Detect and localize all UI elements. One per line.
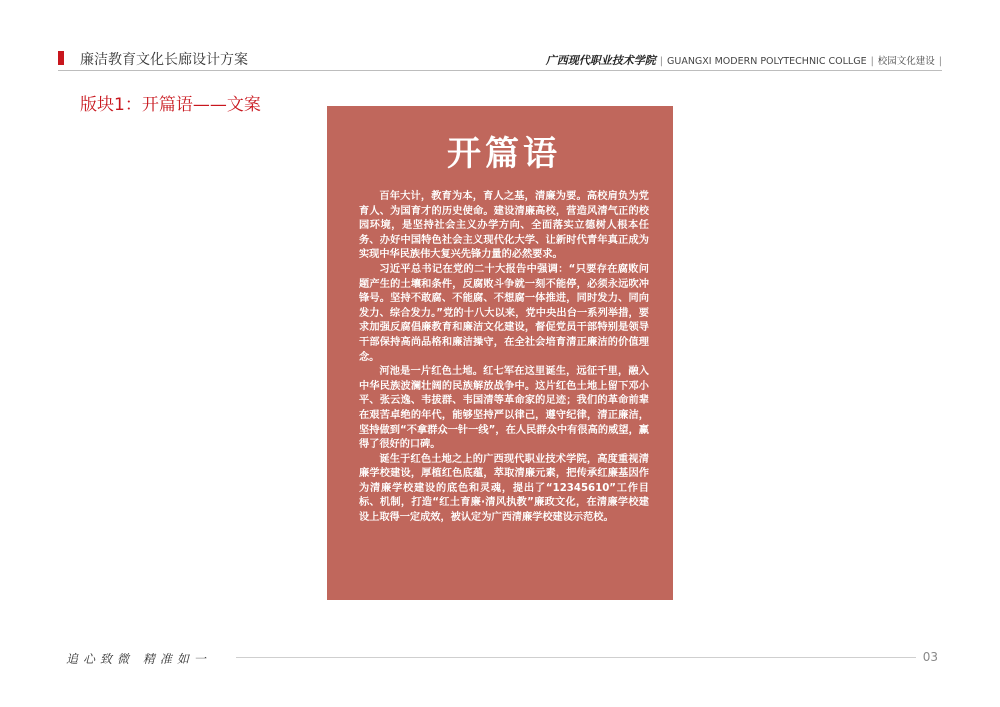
header-divider	[58, 70, 942, 71]
school-name-en: GUANGXI MODERN POLYTECHNIC COLLGE	[667, 56, 867, 67]
header-accent-bar	[58, 51, 64, 65]
footer-motto: 追心致微 精准如一	[66, 652, 211, 666]
page-number: 03	[922, 650, 938, 664]
section-heading: 版块1：开篇语——文案	[80, 95, 261, 115]
panel-paragraph: 习近平总书记在党的二十大报告中强调：“只要存在腐败问题产生的土壤和条件，反腐败斗争就一刻不能停，必须永远吹冲锋号。坚持不敢腐、不能腐、不想腐一体推进，同时发力、同向发力、综合发力。”党的十八大以来，党中央出台一系列举措，要求加强反腐倡廉教育和廉洁文化建设，督促党员干部特别是领导干部保持高尚品格和廉洁操守，在全社会培育清正廉洁的价值理念。	[359, 263, 649, 363]
panel-title: 开篇语	[447, 134, 561, 174]
panel-paragraph: 百年大计，教育为本，育人之基，清廉为要。高校肩负为党育人、为国育才的历史使命。建设清廉高校，营造风清气正的校园环境，是坚持社会主义办学方向、全面落实立德树人根本任务、办好中国特色社会主义现代化大学、让新时代青年真正成为实现中华民族伟大复兴先锋力量的必然要求。	[359, 191, 649, 261]
header-separator: |	[938, 56, 942, 67]
header-separator: |	[870, 56, 874, 67]
content-panel	[327, 106, 673, 600]
footer-divider	[236, 657, 916, 658]
document-title: 廉洁教育文化长廊设计方案	[80, 52, 248, 68]
panel-paragraph: 诞生于红色土地之上的广西现代职业技术学院，高度重视清廉学校建设，厚植红色底蕴，萃取清廉元素，把传承红廉基因作为清廉学校建设的底色和灵魂，提出了“12345610”工作目标、机制，打造“红土育廉·清风执教”廉政文化，在清廉学校建设上取得一定成效，被认定为广西清廉学校建设示范校。	[359, 453, 649, 524]
school-name-cn: 广西现代职业技术学院	[545, 54, 656, 67]
header-separator: |	[659, 56, 663, 67]
header-category: 校园文化建设	[877, 56, 935, 67]
panel-paragraph: 河池是一片红色土地。红七军在这里诞生，远征千里，融入中华民族波澜壮阔的民族解放战争中。这片红色土地上留下邓小平、张云逸、韦拔群、韦国清等革命家的足迹；我们的革命前辈在艰苦卓绝的年代，能够坚持严以律己，遵守纪律，清正廉洁，坚持做到“不拿群众一针一线”，在人民群众中有很高的威望，赢得了很好的口碑。	[359, 366, 649, 451]
header-school-info	[546, 52, 942, 68]
